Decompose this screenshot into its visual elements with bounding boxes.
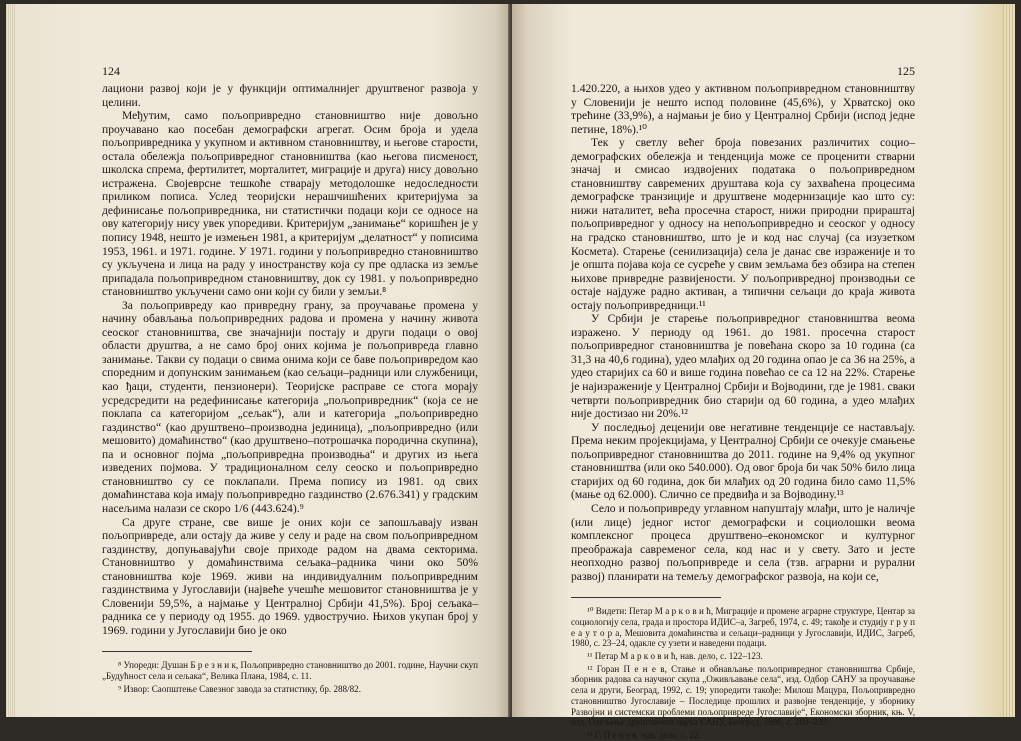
paragraph: Међутим, само пољопривредно становништво није довољно проучавано као посебан демографски агрегат. Осим броја и удела пољопривредника у укупном и активном становништву, и његове старости, остала обележја пољопривредног становништва (као његова писменост, школска спрема, фертилитет, морталитет, миграције и друга) нису довољно истражена. Својеврсне тешкоће стварају методолошке недоследности приликом пописа. Услед теоријски нерашчишћених критеријума за дефинисање пољопривредника, ни статистички подаци који се односе на ову категорију нису увек упоредиви. Критеријум „занимање“ коришћен је у попису 1948, нешто је измењен 1981, а критеријум „делатност“ у пописима 1953, 1961. и 1971. године. У 1971. години у пољопривредно становништво су укључена и лица на раду у иностранству која су пре одласка из земље припадала пољопривредном становништву, док су 1981. у пољопривредно становништво укључени само они који су били у земљи.⁸ xyxy=(102,109,478,299)
footnote: ¹⁰ Видети: Петар М а р к о в и ћ, Миграције и промене аграрне структуре, Центар за социологију села, града и простора ИДИС–а, Загреб, 1974, с. 49; такође и студију г р у п е а у т о р а, Мешовита домаћинства и сељаци–радници у Југославији, ИДИС, Загреб, 1980, с. 23–24, одакле су узети и наведени подаци. xyxy=(571,606,915,649)
footnote: ¹¹ Петар М а р к о в и ћ, нав. дело, с. 122–123. xyxy=(587,651,763,662)
page-number: 125 xyxy=(897,64,915,78)
page-edge xyxy=(6,4,16,717)
paragraph: У Србији је старење пољопривредног становништва веома изражено. У периоду од 1961. до 1981. просечна старост пољопривредног становништва је повећана скоро за 10 година (са 31,3 на 40,6 година), удео млађих од 20 година опао је са 36 на 25%, а удео старијих са 60 и више година повећао се са 12 на 22%. Старење је најизраженије у Централној Србији и Војводини, где је 1981. сваки четврти пољопривредник био старији од 60 година, а удео млађих није достизао ни 20%.¹² xyxy=(571,312,915,421)
paragraph: Тек у светлу већег броја повезаних различитих социо–демографских обележја и тенденција може се проценити стварни значај и смисао издвојених података о пољопривредном становништву савремених друштава која су захваћена процесима демографске транзиције и друштвене модернизације као што су: нижи наталитет, већа просечна старост, нижи природни прираштај пољопривредног у односу на непољопривредно и сеоског у односу на градско становништво, што је и код нас случај (са изузетком Космета). Старење (сенилизација) села је данас све израженије и то је општа појава која се сусреће у свим земљама без обзира на степен њихове привредне развијености. У пољопривредној производњи се остаје најдуже радно активан, а типични сељаци до краја живота остају пољопривредници.¹¹ xyxy=(571,136,915,312)
footnotes xyxy=(571,606,915,740)
footnotes xyxy=(102,660,478,694)
page-edge xyxy=(1003,4,1015,717)
paragraph: У последњој деценији ове негативне тенденције се настављају. Према неким пројекцијама, у Централној Србији се очекује смањење пољопривредног становништва до 2011. године на 9,4% од укупног становништва (или око 540.000). Од овог броја би чак 50% било лица старијих од 60 година, док би млађих од 20 година било само 11,5% (мање од 62.000). Слично се предвиђа и за Војводину.¹³ xyxy=(571,420,915,502)
paragraph: За пољопривреду као привредну грану, за проучавање промена у начину обављања пољопривредних радова и промена у начину живота сеоског становништва, све значајнији постају и други подаци о овој области друштва, а не само број оних којима је пољопривреда главно занимање. Такви су подаци о свима онима који се баве пољопривредом као споредним и допунским занимањем (као сељаци–радници или службеници, као ђаци, студенти, пензионери). Теоријске расправе се стога морају усредсредити на редефинисање категорија „пољопривредник“ (која се не поклапа са категоријом „сељак“), али и категорија „пољопривредно газдинство“ (као друштвено–производна јединица), „пољопривредно (или мешовито) домаћинство“ (као друштвено–потрошачка породична скупина), па и основног појма „пољопривредна производња“ и других из њега изведених појмова. У традиционалном селу сеоско и пољопривредно становништво су се поклапали. Према попису из 1981. од свих домаћинстава која имају пољопривредно газдинство (2.676.341) у градским насељима налази се скоро 1/6 (443.624).⁹ xyxy=(102,298,478,515)
left-page xyxy=(6,4,510,717)
footnote: ⁹ Извор: Саопштење Савезног завода за статистику, бр. 288/82. xyxy=(118,683,361,694)
page-number: 124 xyxy=(102,64,120,78)
book-spread xyxy=(6,4,1015,740)
paragraph: 1.420.220, а њихов удео у активном пољопривредном становништву у Словенији је нешто испод половине (45,6%), у Хрватској око трећине (33,9%), а најмањи је био у Централној Србији (испод једне петине, 18%).¹⁰ xyxy=(571,82,915,136)
footnote-divider xyxy=(102,651,252,652)
footnote: ¹² Горан П е н е в, Стање и обнављање пољопривредног становништва Србије, зборник радова са научног скупа „Оживљавање села“, изд. Одбор САНУ за проучавање села и други, Београд, 1992, с. 19; упоредити такође: Милош Мацура, Пољопривредно становништво Југославије – Последице прошлих и развојне тенденције, у зборнику Развојни и системски проблеми пољопривреде Југославије“, Економски зборник, књ. V, изд. Одељење друштвених наука САНУ, Београд, 1986, с. 203–237. xyxy=(571,663,915,728)
body-text xyxy=(102,82,478,637)
footnote-divider xyxy=(571,597,721,598)
right-page xyxy=(512,4,1015,740)
body-text xyxy=(571,82,915,583)
paragraph: лациони развој који је у функцији оптималнијег друштвеног развоја у целини. xyxy=(102,82,478,109)
paragraph: Село и пољопривреду углавном напуштају млађи, што је наличје (или лице) једног истог демографски и социолошки веома комплексног процеса друштвено–економског и културног преображаја савременог села, код нас и у свету. Зато и јесте неопходно развој пољопривреде и села (тзв. аграрни и рурални развој) планирати на темељу демографског развоја, на који се, xyxy=(571,501,915,583)
footnote: ¹³ Г. П е н е в, нав. дело, с. 22. xyxy=(587,729,701,740)
paragraph: Са друге стране, све више је оних који се запошљавају изван пољопривреде, али остају да живе у селу и раде на свом пољопривредном газдинству, допуњавајући своје приходе радом на двама секторима. Становништво у домаћинствима сељака–радника чини око 50% становништва које 1969. живи на индивидуалним пољопривредним газдинствима у Југославији (највеће учешће мешовитог становништва је у Словенији 59,5%, а најмање у Централној Србији 41,5%). Број сељака–радника се у периоду од 1955. до 1969. удвостручио. Њихов укупан број у 1969. години у Југославији био је око xyxy=(102,515,478,637)
footnote: ⁸ Упореди: Душан Б р е з н и к, Пољопривредно становништво до 2001. године, Научни скуп „Будућност села и сељака“, Велика Плана, 1984, с. 11. xyxy=(102,660,478,682)
